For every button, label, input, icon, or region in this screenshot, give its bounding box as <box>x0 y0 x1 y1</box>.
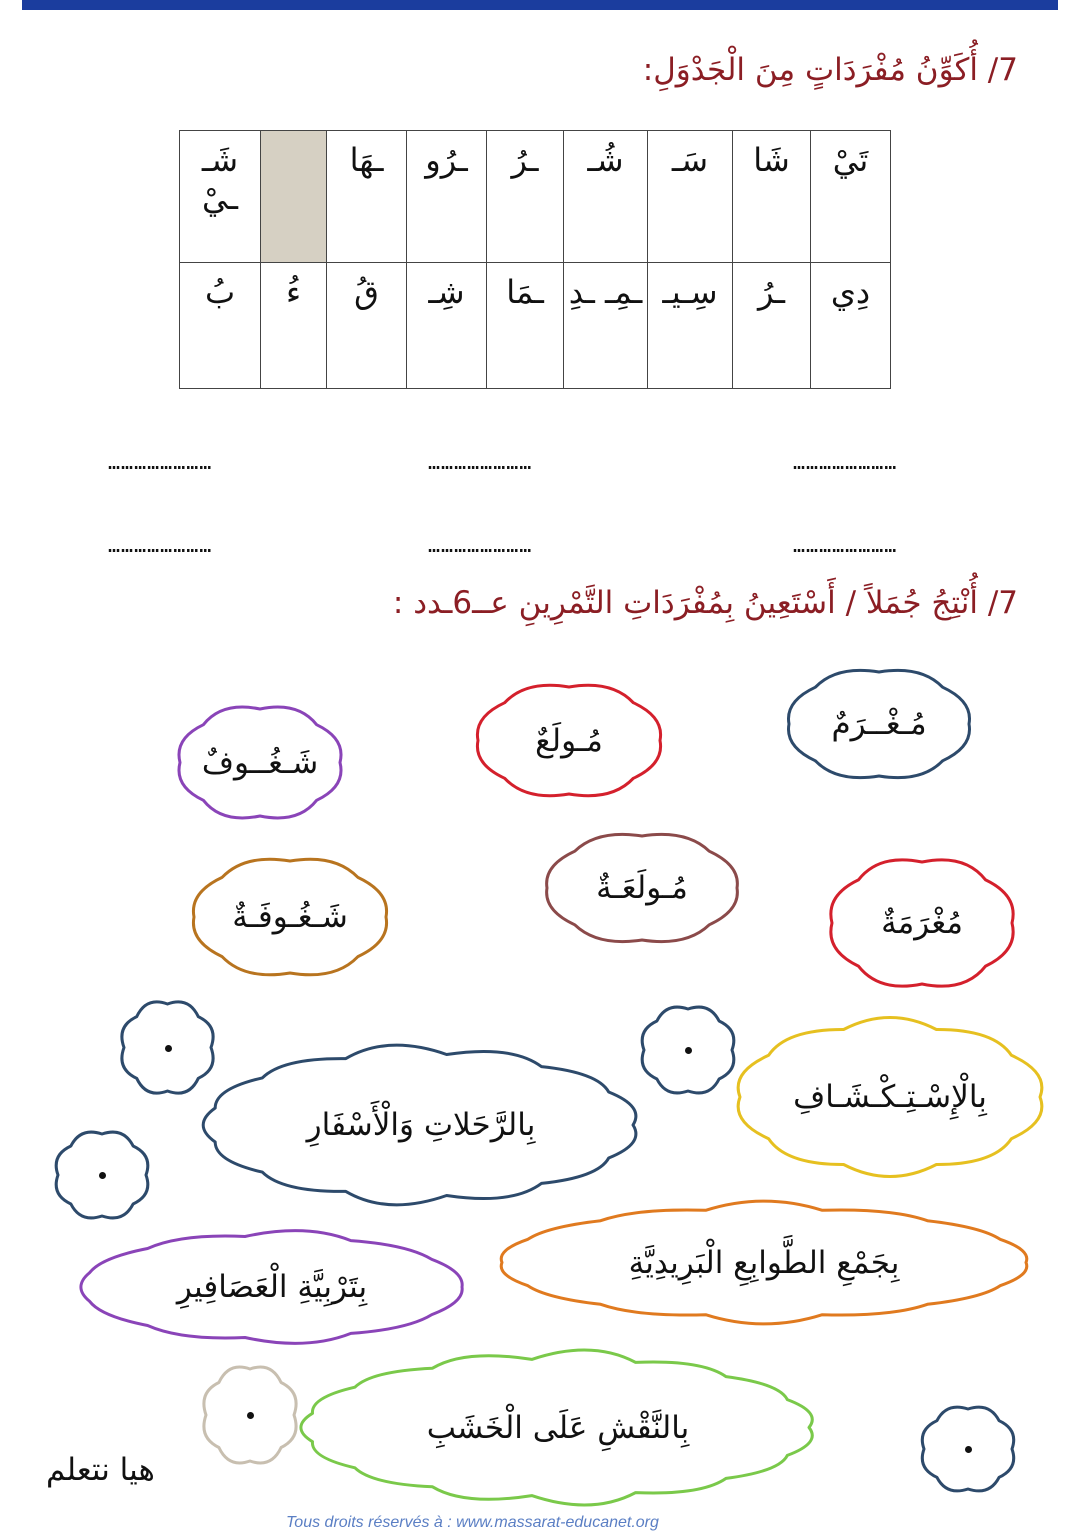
table-cell: سَـ <box>648 131 733 263</box>
table-cell: ءُ <box>261 263 327 389</box>
table-cell: ـرُو <box>407 131 487 263</box>
answer-line[interactable]: …………………… <box>428 533 533 557</box>
table-cell: ـهَا <box>327 131 407 263</box>
exercise-2-title: 7/ أُنْتِجُ جُمَلاً / أَسْتَعِينُ بِمُفْرَدَاتِ التَّمْرِينِ عــ6ـدد : <box>392 585 1018 621</box>
cloud-word: شَـغُـوفَـةٌ <box>232 899 348 935</box>
cloud-word: مُـولَعٌ <box>535 722 603 759</box>
blank-cloud[interactable] <box>120 1000 215 1095</box>
blank-cloud[interactable] <box>54 1130 150 1220</box>
cloud-word: بِالْإِسْـتِـكْـشَـافِ <box>793 1079 987 1115</box>
cloud-word: شَـغُــوفٌ <box>201 744 319 781</box>
word-cloud <box>785 668 973 780</box>
table-cell: دِي <box>811 263 891 389</box>
cloud-word: مُـغْــرَمٌ <box>831 706 927 742</box>
table-cell: تَيْ <box>811 131 891 263</box>
blank-cloud[interactable] <box>640 1005 736 1095</box>
syllable-table <box>179 130 891 389</box>
answer-line[interactable]: …………………… <box>428 450 533 474</box>
answer-line[interactable]: …………………… <box>793 533 898 557</box>
answer-dot <box>247 1412 254 1419</box>
blank-cloud[interactable] <box>920 1405 1016 1493</box>
word-cloud <box>190 857 390 977</box>
blank-cloud[interactable] <box>202 1365 298 1465</box>
word-cloud <box>176 705 344 820</box>
table-cell: ـمَا <box>487 263 564 389</box>
watermark-text: Tous droits réservés à : www.massarat-educanet.org <box>286 1514 659 1531</box>
table-cell: شَا <box>733 131 811 263</box>
table-cell: ـرُ <box>487 131 564 263</box>
table-cell: شَـ ـيْ <box>180 131 261 263</box>
answer-line[interactable]: …………………… <box>108 450 213 474</box>
answer-dot <box>165 1045 172 1052</box>
top-border-bar <box>22 0 1058 10</box>
answer-dot <box>685 1047 692 1054</box>
exercise-1-title: 7/ أُكَوِّنُ مُفْرَدَاتٍ مِنَ الْجَدْوَلِ: <box>642 52 1018 88</box>
cloud-word: بِتَرْبِيَّةِ الْعَصَافِيرِ <box>176 1269 368 1305</box>
cloud-word: بِجَمْعِ الطَّوابِعِ الْبَرِيدِيَّةِ <box>628 1244 900 1281</box>
answer-dot <box>99 1172 106 1179</box>
word-cloud <box>303 1355 813 1500</box>
table-cell: سِـيـ <box>648 263 733 389</box>
cloud-word: مُـولَعَـةٌ <box>596 870 688 906</box>
table-row <box>180 263 891 389</box>
table-row <box>180 131 891 263</box>
table-cell: ـمِـ ـدِ <box>564 263 648 389</box>
word-cloud <box>498 1205 1030 1320</box>
cloud-word: مُغْرَمَةٌ <box>881 905 963 941</box>
shaded-cell <box>261 131 327 263</box>
cloud-word: بِالنَّقْشِ عَلَى الْخَشَبِ <box>426 1409 690 1446</box>
signature-text: هيا نتعلم <box>46 1452 155 1488</box>
word-cloud <box>736 1022 1044 1172</box>
table-cell: شُـ <box>564 131 648 263</box>
answer-line[interactable]: …………………… <box>793 450 898 474</box>
table-cell: شِـ <box>407 263 487 389</box>
answer-line[interactable]: …………………… <box>108 533 213 557</box>
table-cell: قُ <box>327 263 407 389</box>
answer-dot <box>965 1446 972 1453</box>
cloud-word: بِالرَّحَلاتِ وَالْأَسْفَارِ <box>306 1107 536 1143</box>
table-cell: ـرُ <box>733 263 811 389</box>
word-cloud <box>543 832 741 944</box>
word-cloud <box>78 1232 466 1342</box>
word-cloud <box>828 858 1016 988</box>
word-cloud <box>205 1050 637 1200</box>
word-cloud <box>474 683 664 798</box>
table-cell: بُ <box>180 263 261 389</box>
